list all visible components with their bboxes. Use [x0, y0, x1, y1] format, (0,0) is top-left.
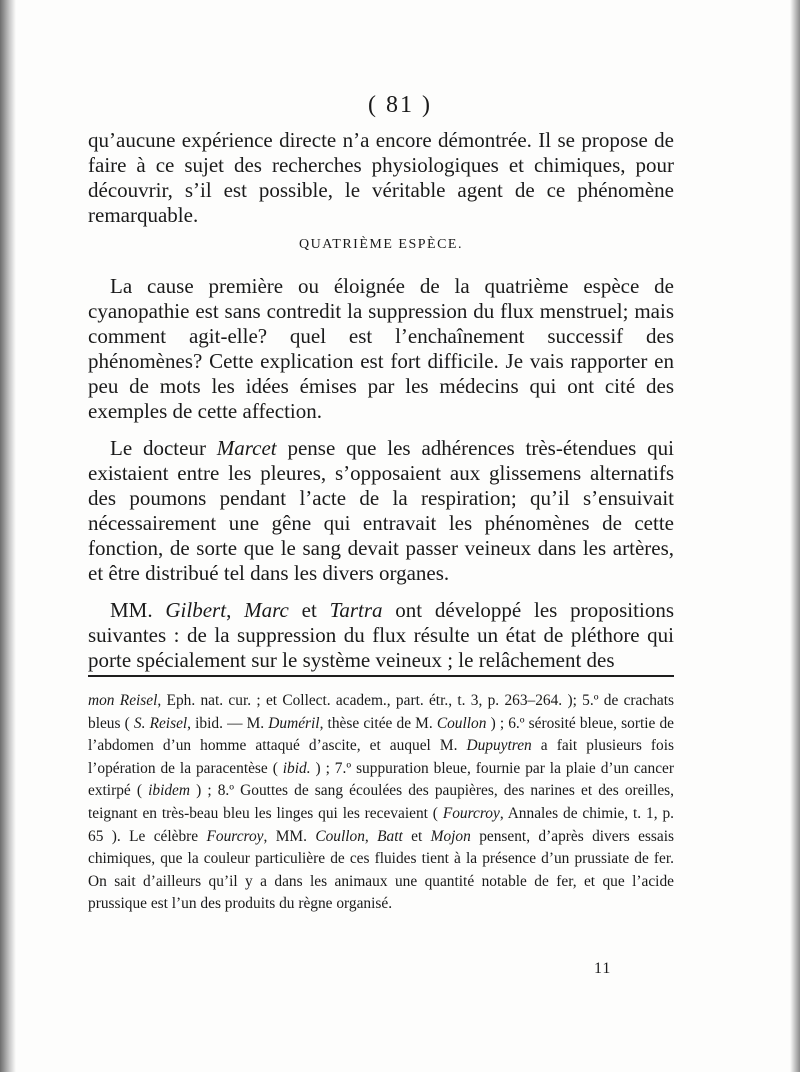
author-name: Coullon	[315, 827, 365, 845]
author-name: Dupuytren	[466, 737, 532, 755]
author-name: Marc	[244, 598, 289, 622]
author-name: mon Reisel	[88, 692, 158, 709]
page-gutter-shadow	[0, 0, 16, 1072]
text-segment: , Annales de chimie, t. 1, p. 65 ). Le célèbre	[88, 804, 675, 845]
paragraph-gilbert	[88, 598, 674, 673]
paragraph-marcet	[88, 436, 674, 586]
text-segment: MM.	[110, 598, 166, 622]
citation-ref: ibidem	[148, 782, 190, 800]
paragraph-continued: qu’aucune expérience directe n’a encore démontrée. Il se propose de faire à ce sujet des recherches physiologiques et chimiques, pour découvrir, s’il est possible, le véritable agent de ce phénomène remarquable.	[88, 128, 674, 227]
text-segment: a fait plusieurs fois l’opération de la paracentèse (	[88, 737, 674, 777]
page-number: ( 81 )	[368, 92, 432, 118]
text-segment: et	[288, 598, 330, 622]
section-heading: QUATRIÈME ESPÈCE.	[299, 237, 463, 252]
author-name: S. Reisel	[133, 714, 188, 732]
text-segment: ,	[226, 598, 245, 622]
author-name: Fourcroy	[206, 827, 264, 845]
text-segment: et	[402, 827, 431, 845]
paragraph-cause: La cause première ou éloignée de la quatrième espèce de cyanopathie est sans contredit la suppression du flux menstruel; mais comment agit-elle? quel est l’enchaînement successif des phénomènes? Cette explication est fort difficile. Je vais rapporter en peu de mots les idées émises par les médecins qui ont cité des exemples de cette affection.	[88, 274, 674, 423]
author-name: Tartra	[329, 598, 383, 622]
text-segment: , MM.	[263, 827, 316, 845]
text-segment: pense que les adhérences très-étendues qui existaient entre les pleures, s’opposaient aux glissemens alternatifs des poumons pendant l’acte de la respiration; qu’il s’ensuivait nécessairement une gêne qui entravait les phénomènes de cette fonction, de sorte que le sang devait passer veineux dans les artères, et être distribué tel dans les divers organes.	[88, 436, 674, 585]
text-segment: , thèse citée de M.	[319, 714, 437, 732]
author-name: Mojon	[430, 827, 471, 845]
text-segment: pensent, d’après divers essais chimiques, que la couleur particulière de ces fluides tient à la présence d’un prussiate de fer. On sait d’ailleurs qu’il y a dans les animaux une quantité notable de fer, et que l’acide prussique est l’un des produits du règne organisé.	[88, 827, 674, 913]
text-segment: ) ; 6.º sérosité bleue, sortie de l’abdomen d’un homme attaqué d’ascite, et auquel M.	[88, 714, 674, 755]
footnote-text	[88, 690, 674, 916]
author-name: Fourcroy	[442, 804, 500, 822]
text-segment: ont développé les propositions suivantes : de la suppression du flux résulte un état de pléthore qui porte spécialement sur le système veineux ; le relâchement des	[88, 598, 674, 672]
text-segment: ,	[364, 827, 378, 845]
signature-mark: 11	[594, 960, 612, 977]
footnote-paragraph	[88, 690, 674, 916]
author-name: Duméril	[268, 714, 320, 732]
author-name: Marcet	[216, 436, 277, 460]
text-segment: , ibid. — M.	[187, 714, 269, 732]
text-segment: ) ; 7.º suppuration bleue, fournie par la plaie d’un cancer extirpé (	[88, 759, 674, 800]
page-edge-shadow	[790, 0, 800, 1072]
footnote-rule	[88, 675, 674, 677]
author-name: Coullon	[436, 714, 487, 732]
text-segment: Le docteur	[110, 436, 217, 460]
main-text	[88, 128, 674, 673]
author-name: Gilbert	[165, 598, 227, 622]
author-name: Batt	[377, 827, 403, 845]
citation-ref: ibid.	[282, 759, 311, 777]
text-segment: ) ; 8.º Gouttes de sang écoulées des paupières, des narines et des oreilles, teignant en très-beau bleu les linges qui les recevaient (	[88, 782, 674, 822]
text-segment: , Eph. nat. cur. ; et Collect. academ., part. étr., t. 3, p. 263–264. ); 5.º de crachats bleus (	[88, 692, 674, 732]
